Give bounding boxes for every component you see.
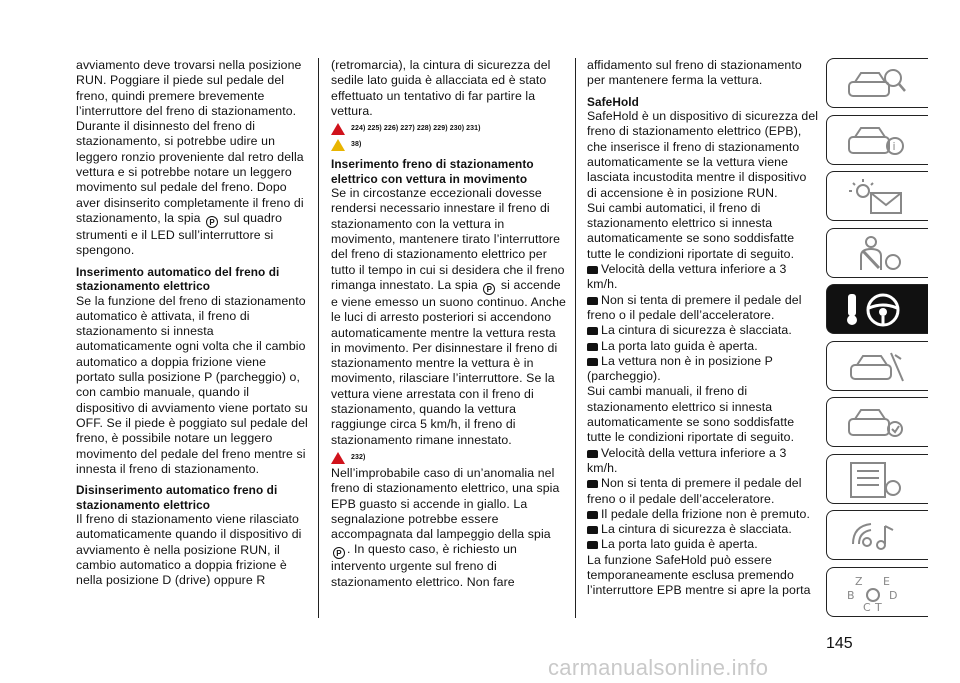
warning-lights-icon [845,177,909,217]
paragraph: La funzione SafeHold può essere temporaneamente esclusa premendo l’interruttore EPB mentre si apre la porta [587,552,811,598]
svg-text:C: C [863,600,871,613]
paragraph: SafeHold è un dispositivo di sicurezza del freno di stazionamento elettrico (EPB), che inserisce il freno di stazionamento automaticamente se la vettura viene lasciata incustodita mentre il dispositivo di accensione è in posizione RUN. [587,109,819,200]
tab-getting-to-know[interactable] [826,58,928,108]
paragraph: Sui cambi automatici, il freno di stazionamento elettrico si innesta automaticamente se sono soddisfatte tutte le condizioni riportate di seguito. [587,200,795,261]
multimedia-icon [845,516,909,556]
svg-text:i: i [892,139,896,153]
section-heading: Disinserimento automatico freno di stazionamento elettrico [76,483,278,512]
watermark: carmanualsonline.info [548,655,769,680]
car-bullet-icon [587,511,598,519]
caution-icon [331,139,345,151]
tab-starting-driving[interactable] [826,284,928,334]
caution-references [331,139,567,151]
section-heading: Inserimento automatico del freno di stazionamento elettrico [76,264,280,294]
car-bullet-icon [587,480,598,488]
paragraph: avviamento deve trovarsi nella posizione RUN. Poggiare il piede sul pedale del freno, quindi premere brevemente l’interruttore del freno di stazionamento. Durante il disinnesto del freno di stazionamento, si potrebbe udire un leggero ronzio proveniente dal retro della vettura e si potrebbe notare un leggero movimento sul pedale del freno. Dopo aver disinserito completamente il freno di stazionamento, la spia [76,58,304,225]
column-divider [575,58,576,618]
car-bullet-icon [587,327,598,335]
column-divider [318,58,319,618]
svg-text:E: E [883,574,890,588]
paragraph: Nell’improbabile caso di un’anomalia nel freno di stazionamento elettrico, una spia EPB guasto si accende in giallo. La segnalazione potrebbe essere accompagnata dal lampeggio della spia [331,465,560,542]
warning-references [331,452,567,464]
list-item: Il pedale della frizione non è premuto. [587,507,819,522]
column-3 [587,58,819,599]
car-service-icon [845,403,909,443]
list-item: Velocità della vettura inferiore a 3 km/h. [587,262,787,292]
conditions-list [587,262,819,384]
warning-references [331,123,567,135]
warning-refs: 232) [351,453,366,461]
paragraph: sul quadro strumenti e il LED sull’interruttore si spengono. [76,210,283,258]
svg-text:T: T [875,600,882,613]
list-item: Non si tenta di premere il pedale del freno o il pedale dell’acceleratore. [587,476,802,506]
page-number: 145 [826,635,853,652]
parking-brake-light-icon: P [483,283,495,295]
car-bullet-icon [587,526,598,534]
column-2 [331,58,567,590]
caution-refs: 38) [351,141,362,149]
tab-emergency[interactable] [826,341,928,391]
list-item: La cintura di sicurezza è slacciata. [587,323,819,338]
svg-text:Z: Z [855,574,863,588]
tab-technical-data[interactable] [826,454,928,504]
paragraph: Il freno di stazionamento viene rilasciato automaticamente quando il dispositivo di avviamento è nella posizione RUN, il cambio automatico a doppia frizione è nella posizione D (drive) oppure R [76,512,302,588]
car-key-search-icon [845,64,909,104]
car-bullet-icon [587,541,598,549]
warning-icon [331,452,345,464]
parking-brake-light-icon: P [333,547,345,559]
car-info-icon [845,121,909,161]
list-item: La porta lato guida è aperta. [587,339,819,354]
svg-text:B: B [847,588,855,602]
list-item: La vettura non è in posizione P (parcheggio). [587,353,773,384]
paragraph: affidamento sul freno di stazionamento per mantenere ferma la vettura. [587,58,802,88]
paragraph: Se in circostanze eccezionali dovesse rendersi necessario innestare il freno di stazionamento con la vettura in movimento, mantenere tirato l’interruttore del freno di stazionamento elettrico per tutto il tempo in cui si desidera che il freno rimanga innestato. La spia [331,186,565,292]
section-heading: Inserimento freno di stazionamento elettrico con vettura in movimento [331,157,534,186]
tab-index[interactable] [826,567,928,617]
car-bullet-icon [587,343,598,351]
section-heading: SafeHold [587,94,639,109]
car-bullet-icon [587,450,598,458]
paragraph: Sui cambi manuali, il freno di stazionamento elettrico si innesta automaticamente se sono soddisfatte tutte le condizioni riportate di seguito. [587,384,795,445]
car-bullet-icon [587,297,598,305]
tab-maintenance[interactable] [826,397,928,447]
car-bullet-icon [587,358,598,366]
conditions-list [587,446,819,553]
specifications-list-icon [845,460,909,500]
tab-multimedia[interactable] [826,510,928,560]
svg-text:D: D [889,588,898,602]
paragraph: Se la funzione del freno di stazionamento automatico è attivata, il freno di stazionamento si innesta automaticamente ogni volta che il cambio automatico a doppia frizione viene portato sulla posizione P (parcheggio) o, con cambio manuale, quando il dispositivo di avviamento viene portato su OFF. Se il piede è poggiato sul pedale del freno, è possibile notare un leggero movimento del pedale del freno mentre si innesta il freno di stazionamento. [76,293,308,476]
tab-safety[interactable] [826,228,928,278]
list-item: Non si tenta di premere il pedale del freno o il pedale dell’acceleratore. [587,292,802,322]
car-road-icon [845,347,909,387]
warning-refs: 224) 225) 226) 227) 228) 229) 230) 231) [351,125,481,133]
list-item: Velocità della vettura inferiore a 3 km/h. [587,445,787,475]
paragraph: (retromarcia), la cintura di sicurezza del sedile lato guida è allacciata ed è stato effettuato un tentativo di far partire la vettura. [331,58,551,118]
parking-brake-light-icon: P [206,216,218,228]
key-steering-wheel-icon [845,290,909,330]
tab-warning-lights[interactable] [826,171,928,221]
index-letters-icon [845,573,909,613]
list-item: La cintura di sicurezza è slacciata. [587,522,819,537]
chapter-tabs [826,58,928,623]
list-item: La porta lato guida è aperta. [587,537,819,552]
seatbelt-person-icon [845,234,909,274]
tab-dashboard[interactable] [826,115,928,165]
paragraph: . In questo caso, è richiesto un intervento urgente sul freno di stazionamento elettrico. Non fare [331,542,517,589]
paragraph: si accende e viene emesso un suono continuo. Anche le luci di arresto posteriori si accendono automaticamente mentre la vettura resta in movimento. Per disinnestare il freno di stazionamento mentre la vettura è in movimento, rilasciare l’interruttore. Se la vettura viene arrestata con il freno di stazionamento, quando la vettura raggiunge circa 5 km/h, il freno di stazionamento rimane innestato. [331,277,566,447]
car-bullet-icon [587,266,598,274]
warning-icon [331,123,345,135]
column-1 [76,58,308,589]
